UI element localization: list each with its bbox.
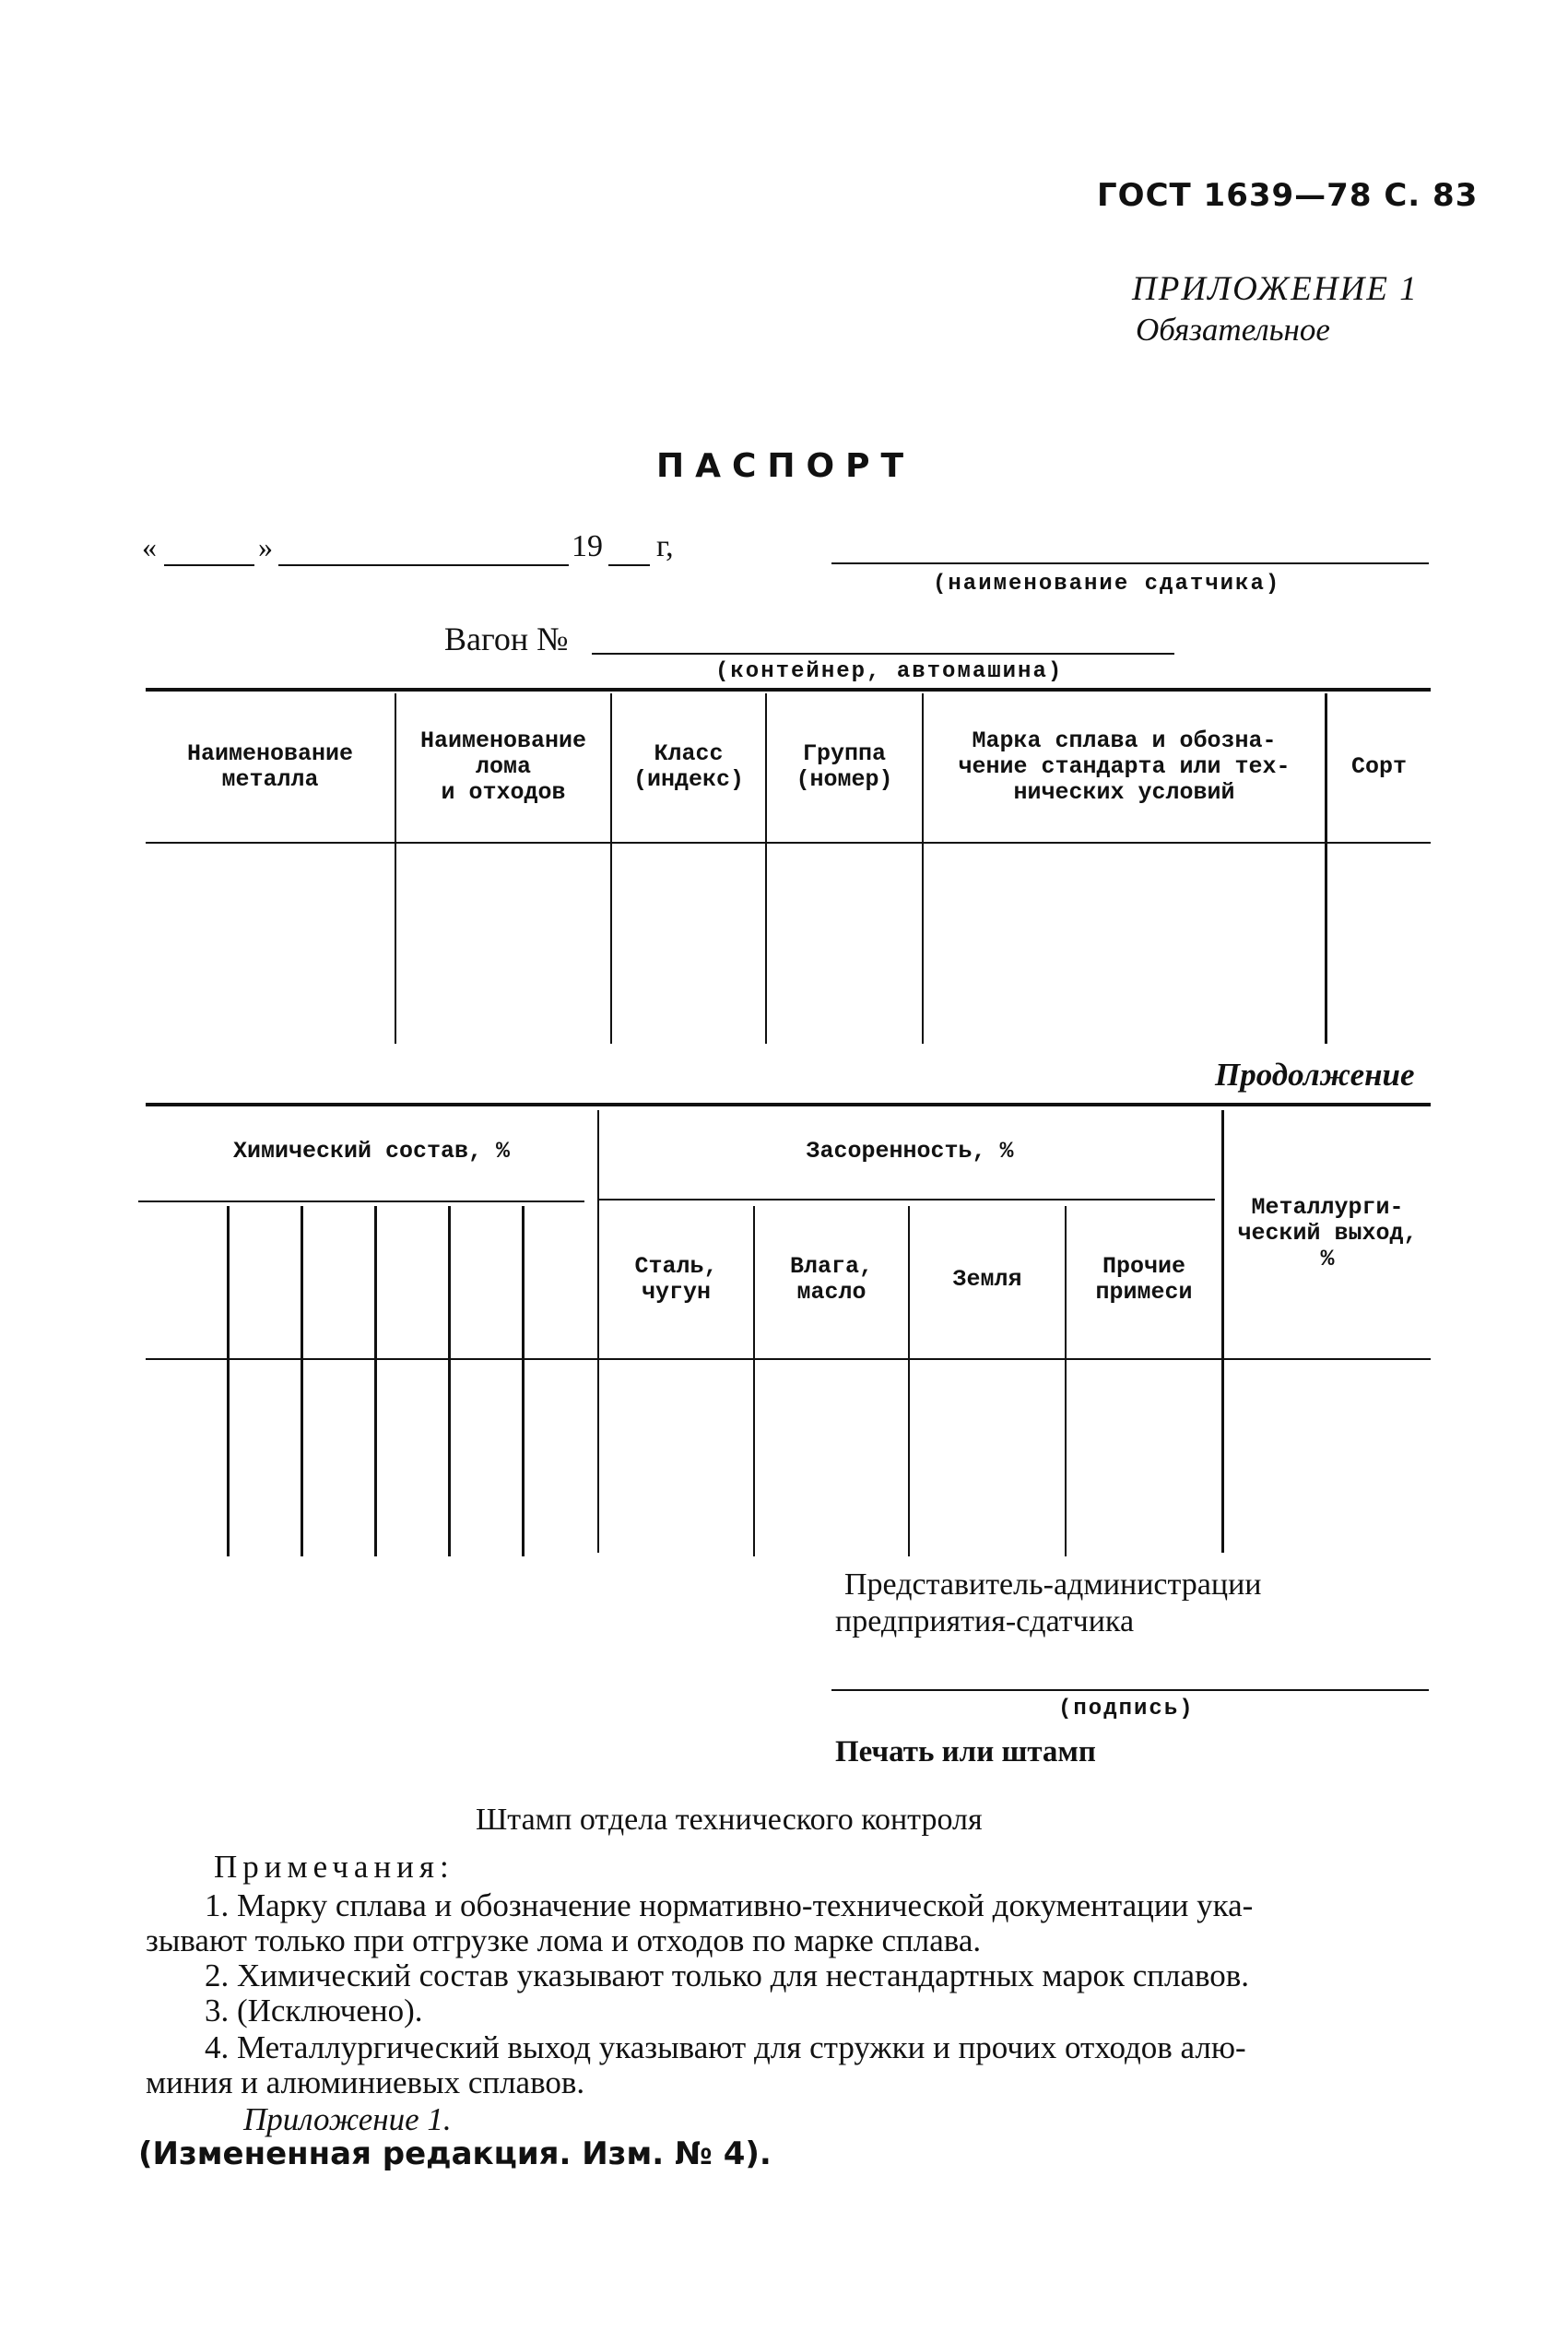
column-other-impurities: Прочие примеси <box>1095 1253 1193 1306</box>
year-blank-line <box>608 564 650 566</box>
column-group: Группа (номер) <box>796 740 893 793</box>
standard-number: ГОСТ 1639—78 С. 83 <box>1097 177 1479 214</box>
chem-element-divider <box>227 1206 230 1556</box>
column-sort: Сорт <box>1350 753 1407 780</box>
representative-line2: предприятия-сдатчика <box>835 1604 1135 1638</box>
edition-note: (Измененная редакция. Изм. № 4). <box>138 2135 772 2172</box>
column-steel-iron: Сталь, чугун <box>634 1253 718 1306</box>
chem-element-divider <box>374 1206 377 1556</box>
wagon-label: Вагон № <box>444 621 569 657</box>
table1-header-rule <box>146 842 1431 844</box>
table1-top-rule <box>146 688 1431 692</box>
day-blank-line <box>164 564 254 566</box>
table2-header-rule <box>146 1358 1431 1360</box>
appendix-reference: Приложение 1. <box>243 2101 452 2137</box>
column-soil: Земля <box>952 1266 1022 1293</box>
contamination-header: Засоренность, % <box>806 1138 1014 1165</box>
column-scrap-name: Наименование лома и отходов <box>419 727 587 806</box>
column-class: Класс (индекс) <box>632 740 745 793</box>
chem-element-divider <box>448 1206 451 1556</box>
notes-heading: Примечания: <box>214 1849 454 1885</box>
note-4-continued: миния и алюминиевых сплавов. <box>146 2064 585 2100</box>
year-suffix: г, <box>656 529 674 563</box>
continuation-label: Продолжение <box>1215 1057 1415 1093</box>
wagon-caption: (контейнер, автомашина) <box>715 659 1064 684</box>
note-2: 2. Химический состав указывают только для нестандартных марок сплавов. <box>205 1957 1250 1993</box>
date-open-quote: « <box>142 530 157 563</box>
column-metal-yield: Металлурги- ческий выход, % <box>1237 1194 1418 1272</box>
supplier-blank-line <box>831 562 1429 564</box>
representative-line1: Представитель-администрации <box>844 1567 1262 1602</box>
chem-composition-header: Химический состав, % <box>232 1138 511 1165</box>
table2-contam-rule <box>599 1199 1215 1200</box>
signature-blank-line <box>831 1689 1429 1691</box>
note-4: 4. Металлургический выход указывают для стружки и прочих отходов алю- <box>205 2029 1246 2065</box>
otk-stamp-label: Штамп отдела технического контроля <box>476 1803 983 1837</box>
month-blank-line <box>278 564 569 566</box>
date-close-quote: » <box>258 530 273 563</box>
table2-chem-rule <box>138 1200 584 1202</box>
chem-element-divider <box>522 1206 525 1556</box>
signature-caption: (подпись) <box>1058 1697 1195 1721</box>
note-1: 1. Марку сплава и обозначение нормативно-технической документации ука- <box>205 1887 1254 1923</box>
seal-or-stamp: Печать или штамп <box>835 1735 1096 1768</box>
supplier-caption: (наименование сдатчика) <box>933 572 1281 597</box>
appendix-type: Обязательное <box>1136 312 1330 348</box>
wagon-blank-line <box>592 653 1174 655</box>
chem-element-divider <box>301 1206 303 1556</box>
column-alloy-grade: Марка сплава и обозна- чение стандарта или тех- нических условий <box>958 727 1291 806</box>
appendix-title: ПРИЛОЖЕНИЕ 1 <box>1132 270 1419 308</box>
note-3: 3. (Исключено). <box>205 1993 423 2028</box>
column-moisture-oil: Влага, масло <box>789 1253 873 1306</box>
note-1-continued: зывают только при отгрузке лома и отходов по марке сплава. <box>146 1922 982 1958</box>
page-title: ПАСПОРТ <box>656 447 915 485</box>
column-metal-name: Наименование металла <box>186 740 354 793</box>
year-prefix: 19 <box>572 529 603 563</box>
